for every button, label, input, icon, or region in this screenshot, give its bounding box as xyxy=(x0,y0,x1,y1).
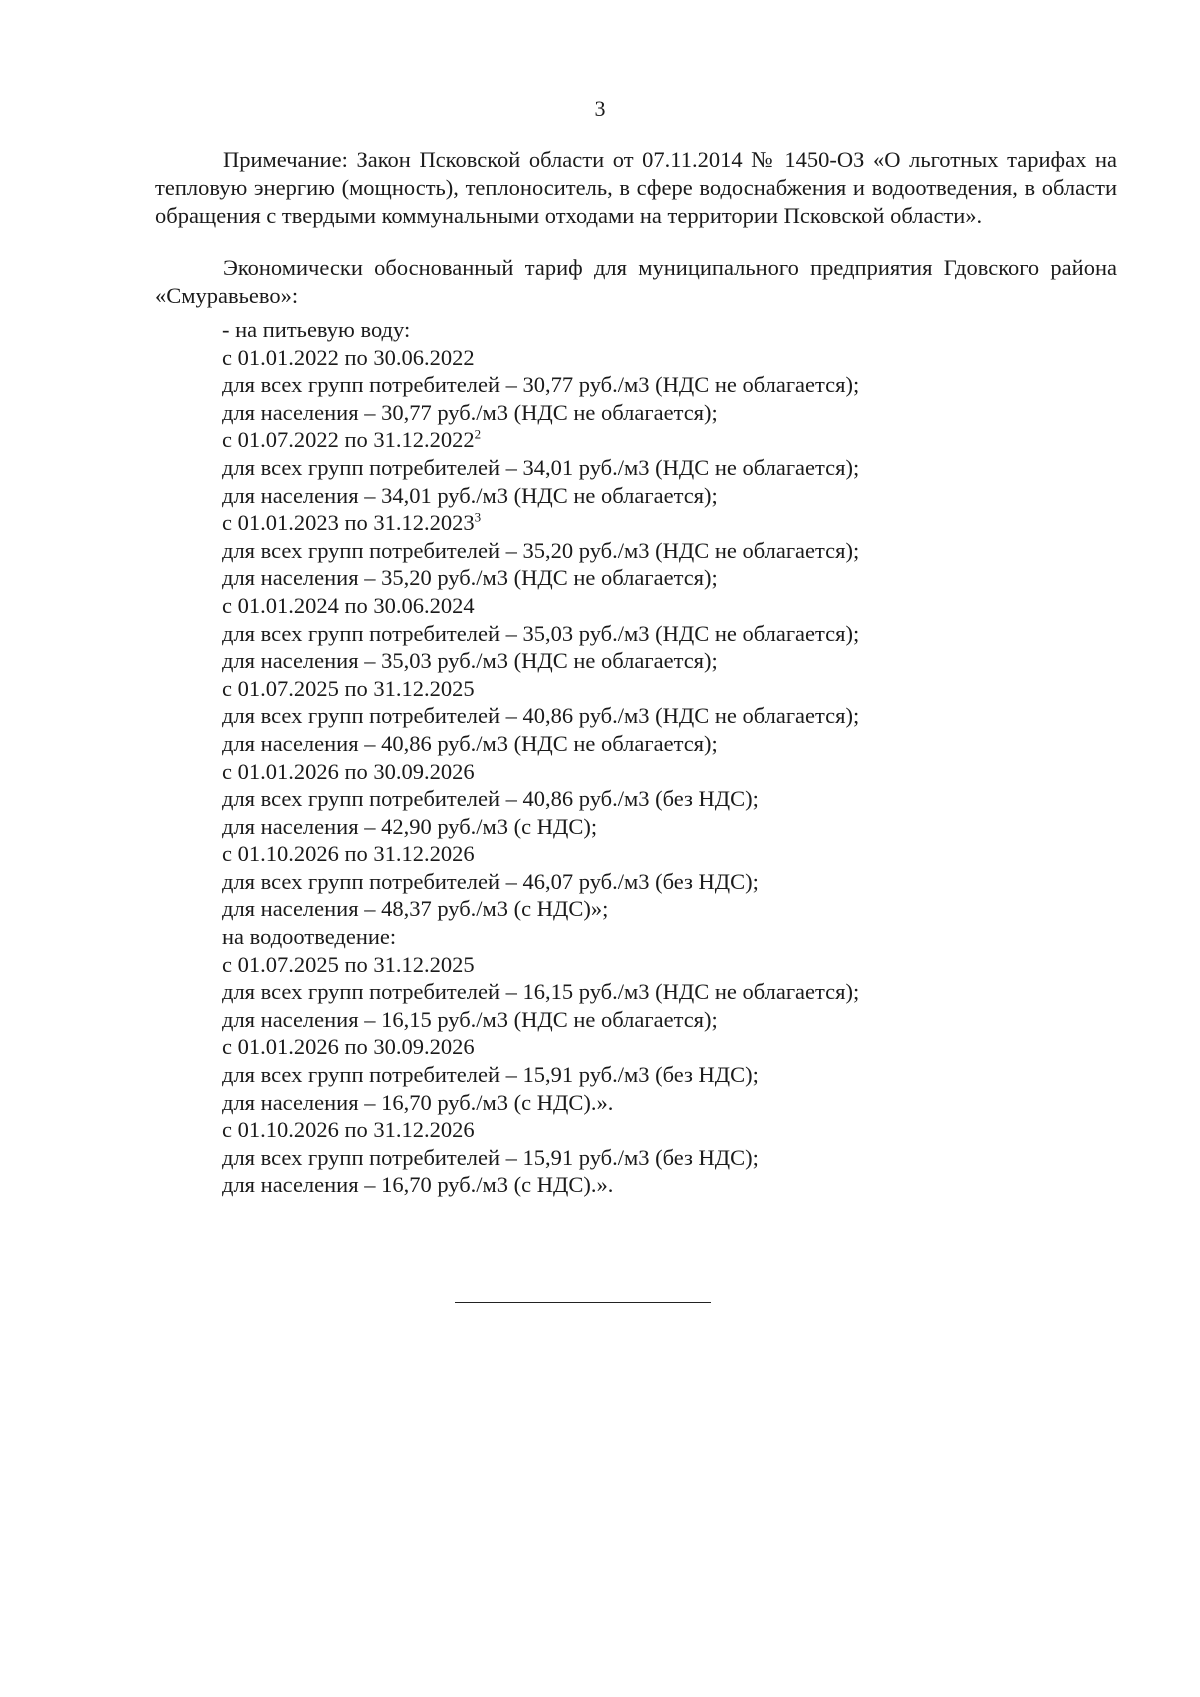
tariff-line xyxy=(222,620,1122,648)
tariff-line xyxy=(222,316,1122,344)
tariff-line xyxy=(222,1089,1122,1117)
tariff-line-text: для всех групп потребителей – 30,77 руб./м3 (НДС не облагается); xyxy=(222,372,860,398)
tariff-line-text: с 01.01.2023 по 31.12.2023 xyxy=(222,510,475,536)
tariff-line-text: для населения – 48,37 руб./м3 (с НДС)»; xyxy=(222,896,609,922)
closing-rule xyxy=(455,1302,711,1303)
tariff-line-text: с 01.01.2022 по 30.06.2022 xyxy=(222,344,475,370)
tariff-line xyxy=(222,509,1122,537)
tariff-line-text: для населения – 40,86 руб./м3 (НДС не облагается); xyxy=(222,730,718,756)
tariff-line-text: для всех групп потребителей – 40,86 руб./м3 (НДС не облагается); xyxy=(222,703,860,729)
page-number: 3 xyxy=(594,96,606,121)
tariff-line xyxy=(222,1116,1122,1144)
tariff-line-text: для населения – 16,70 руб./м3 (с НДС).». xyxy=(222,1089,614,1115)
tariff-line xyxy=(222,895,1122,923)
tariff-line-text: для населения – 16,70 руб./м3 (с НДС).». xyxy=(222,1172,614,1198)
tariff-line xyxy=(222,702,1122,730)
tariff-line-text: для населения – 16,15 руб./м3 (НДС не облагается); xyxy=(222,1006,718,1032)
tariff-line xyxy=(222,1061,1122,1089)
tariff-line-text: для всех групп потребителей – 34,01 руб./м3 (НДС не облагается); xyxy=(222,454,860,480)
tariff-line xyxy=(222,482,1122,510)
tariff-line xyxy=(222,1033,1122,1061)
tariff-line xyxy=(222,951,1122,979)
tariff-line-text: с 01.01.2026 по 30.09.2026 xyxy=(222,1034,475,1060)
tariff-line-text: для всех групп потребителей – 35,20 руб./м3 (НДС не облагается); xyxy=(222,537,860,563)
tariff-line-text: для всех групп потребителей – 16,15 руб./м3 (НДС не облагается); xyxy=(222,979,860,1005)
tariff-line-text: на водоотведение: xyxy=(222,924,397,950)
tariff-line-text: для всех групп потребителей – 35,03 руб./м3 (НДС не облагается); xyxy=(222,620,860,646)
tariff-line xyxy=(222,426,1122,454)
tariff-line xyxy=(222,592,1122,620)
tariff-line-text: для всех групп потребителей – 40,86 руб./м3 (без НДС); xyxy=(222,786,759,812)
tariff-line xyxy=(222,344,1122,372)
tariff-line xyxy=(222,978,1122,1006)
tariff-line xyxy=(222,1171,1122,1199)
tariff-line xyxy=(222,813,1122,841)
tariff-line-text: с 01.01.2024 по 30.06.2024 xyxy=(222,592,475,618)
tariff-line-text: для населения – 30,77 руб./м3 (НДС не облагается); xyxy=(222,399,718,425)
tariff-list xyxy=(222,316,1122,1199)
tariff-line xyxy=(222,923,1122,951)
tariff-line-text: с 01.07.2022 по 31.12.2022 xyxy=(222,427,475,453)
tariff-line-text: для населения – 34,01 руб./м3 (НДС не облагается); xyxy=(222,482,718,508)
tariff-line-text: для населения – 35,20 руб./м3 (НДС не облагается); xyxy=(222,565,718,591)
tariff-line xyxy=(222,758,1122,786)
tariff-line xyxy=(222,1006,1122,1034)
tariff-line-text: с 01.01.2026 по 30.09.2026 xyxy=(222,758,475,784)
tariff-line-text: для населения – 42,90 руб./м3 (с НДС); xyxy=(222,813,598,839)
note-paragraph: Примечание: Закон Псковской области от 07.11.2014 № 1450-ОЗ «О льготных тарифах на тепловую энергию (мощность), теплоноситель, в сфере водоснабжения и водоотведения, в области обращения с твердыми коммунальными отходами на территории Псковской области». xyxy=(155,147,1117,228)
tariff-line xyxy=(222,840,1122,868)
tariff-line xyxy=(222,371,1122,399)
intro-paragraph: Экономически обоснованный тариф для муниципального предприятия Гдовского района «Смуравьево»: xyxy=(155,255,1117,308)
tariff-line-text: с 01.07.2025 по 31.12.2025 xyxy=(222,951,475,977)
tariff-line xyxy=(222,647,1122,675)
tariff-line xyxy=(222,1144,1122,1172)
footnote-marker: 2 xyxy=(474,426,482,442)
tariff-line-text: для всех групп потребителей – 15,91 руб./м3 (без НДС); xyxy=(222,1062,759,1088)
tariff-line-text: с 01.10.2026 по 31.12.2026 xyxy=(222,841,475,867)
tariff-line xyxy=(222,564,1122,592)
tariff-line-text: - на питьевую воду: xyxy=(222,317,411,342)
tariff-line xyxy=(222,675,1122,703)
tariff-line-text: для всех групп потребителей – 46,07 руб./м3 (без НДС); xyxy=(222,868,759,894)
tariff-line xyxy=(222,399,1122,427)
tariff-line xyxy=(222,785,1122,813)
tariff-line xyxy=(222,868,1122,896)
tariff-line xyxy=(222,730,1122,758)
tariff-line xyxy=(222,454,1122,482)
tariff-line-text: с 01.07.2025 по 31.12.2025 xyxy=(222,675,475,701)
footnote-marker: 3 xyxy=(474,509,482,525)
tariff-line-text: с 01.10.2026 по 31.12.2026 xyxy=(222,1117,475,1143)
tariff-line-text: для всех групп потребителей – 15,91 руб./м3 (без НДС); xyxy=(222,1144,759,1170)
tariff-line xyxy=(222,537,1122,565)
tariff-line-text: для населения – 35,03 руб./м3 (НДС не облагается); xyxy=(222,648,718,674)
